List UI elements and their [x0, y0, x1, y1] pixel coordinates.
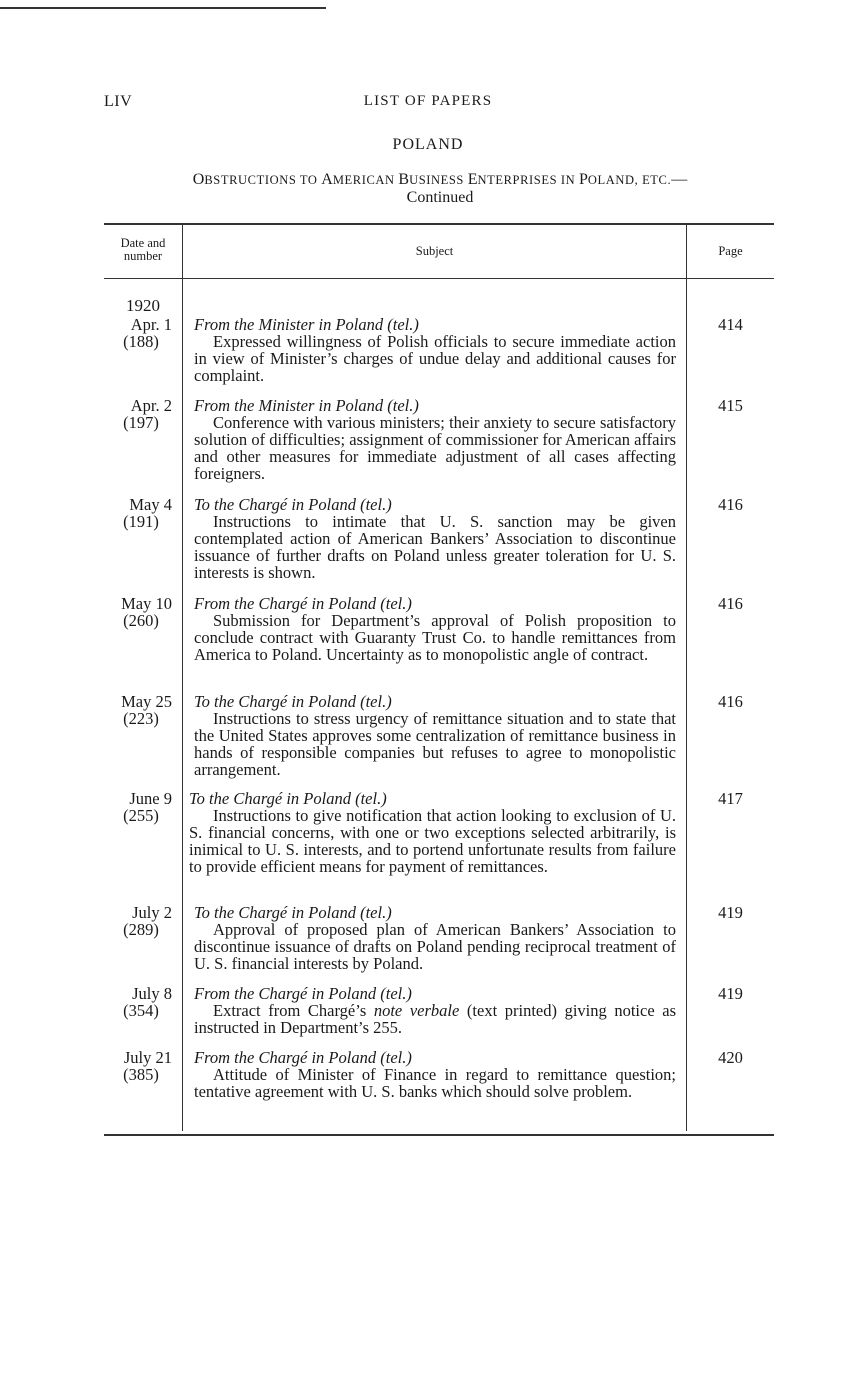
entry-number: (223)	[123, 709, 159, 728]
table-header-rule	[104, 278, 774, 279]
entry-subject	[189, 790, 676, 875]
entry-page: 416	[718, 692, 743, 711]
entry-summary: Expressed willingness of Polish officials to secure immediate action in view of Minister’s charges of undue delay and additional causes for complaint.	[194, 332, 676, 385]
entry-date: May 4	[129, 495, 172, 514]
page-number: LIV	[104, 93, 133, 110]
entry-number: (255)	[123, 806, 159, 825]
entry-heading: To the Chargé in Poland (tel.)	[194, 903, 392, 922]
section-title-word: BUSINESS	[398, 171, 468, 188]
entry-page: 416	[718, 594, 743, 613]
table-top-rule	[104, 223, 774, 225]
entry-summary: Attitude of Minister of Finance in regard to remittance question; tentative agreement with U. S. banks which should solve problem.	[194, 1065, 676, 1101]
entry-page: 419	[718, 903, 743, 922]
entry-subject	[194, 496, 676, 581]
entry-heading: From the Chargé in Poland (tel.)	[194, 1048, 412, 1067]
entry-number: (289)	[123, 920, 159, 939]
column-header-date	[104, 237, 182, 263]
entry-date: July 8	[132, 984, 172, 1003]
entry-subject	[194, 985, 676, 1036]
entry-heading: To the Chargé in Poland (tel.)	[194, 692, 392, 711]
entry-heading: From the Minister in Poland (tel.)	[194, 396, 419, 415]
entry-date: Apr. 2	[130, 396, 172, 415]
column-divider-date	[182, 224, 183, 1131]
section-title	[60, 171, 820, 206]
section-title-continued: Continued	[406, 189, 474, 206]
entry-subject	[194, 397, 676, 482]
section-title-line	[60, 171, 820, 189]
section-title-word: POLAND, ETC.	[578, 171, 672, 188]
entry-summary: Extract from Chargé’s note verbale (text printed) giving notice as instructed in Department’s 255.	[194, 1001, 676, 1037]
entry-subject	[194, 693, 676, 778]
entry-number: (385)	[123, 1065, 159, 1084]
top-edge-rule	[0, 7, 326, 9]
entry-page: 416	[718, 495, 743, 514]
entry-page: 414	[718, 315, 743, 334]
column-header-page: Page	[718, 244, 743, 258]
entry-heading: From the Minister in Poland (tel.)	[194, 315, 419, 334]
table-bottom-rule	[104, 1134, 774, 1136]
entry-heading: To the Chargé in Poland (tel.)	[194, 495, 392, 514]
entry-page: 417	[718, 789, 743, 808]
note-verbale-term: note verbale	[373, 1001, 460, 1020]
running-head: LIST OF PAPERS	[363, 93, 493, 109]
entry-summary: Conference with various ministers; their anxiety to secure satisfactory solution of difficulties; assignment of commissioner for American affairs and other measures for immediate adjustment of all cases affecting foreigners.	[194, 413, 676, 483]
entry-date: Apr. 1	[130, 315, 172, 334]
entry-number: (191)	[123, 512, 159, 531]
entry-subject	[194, 316, 676, 384]
entry-number: (260)	[123, 611, 159, 630]
year-label: 1920	[126, 296, 160, 315]
entry-summary: Approval of proposed plan of American Bankers’ Association to discontinue issuance of drafts on Poland pending reciprocal treatment of U. S. financial interests by Poland.	[194, 920, 676, 973]
entry-date: June 9	[129, 789, 172, 808]
column-header-date-line2: number	[123, 249, 163, 263]
entry-page: 420	[718, 1048, 743, 1067]
section-title-word: AMERICAN	[321, 171, 399, 188]
column-header-date-line1: Date and	[120, 236, 166, 250]
entry-date: July 21	[123, 1048, 172, 1067]
entry-summary: Instructions to intimate that U. S. sanction may be given contemplated action of American Bankers’ Association to discontinue issuance of further drafts on Poland unless greater toleration for U. S. interests is shown.	[194, 512, 676, 582]
entry-subject	[194, 1049, 676, 1100]
entry-page: 419	[718, 984, 743, 1003]
section-title-word: ENTERPRISES IN	[467, 171, 579, 188]
entry-number: (354)	[123, 1001, 159, 1020]
entry-heading: From the Chargé in Poland (tel.)	[194, 594, 412, 613]
entry-date: July 2	[132, 903, 172, 922]
section-title-dash: —	[671, 171, 688, 188]
entry-subject	[194, 904, 676, 972]
entry-page: 415	[718, 396, 743, 415]
section-title-word: OBSTRUCTIONS TO	[192, 171, 322, 188]
entry-heading: From the Chargé in Poland (tel.)	[194, 984, 412, 1003]
entry-number: (188)	[123, 332, 159, 351]
entry-summary: Instructions to stress urgency of remittance situation and to state that the United States approves some centralization of remittance business in hands of responsible companies but refuses to agree to monopolistic arrangement.	[194, 709, 676, 779]
entry-subject	[194, 595, 676, 663]
country-heading: POLAND	[392, 136, 464, 153]
entry-summary: Instructions to give notification that action looking to exclusion of U. S. financial concerns, with one or two exceptions selected arbitrarily, is inimical to U. S. interests, and to portend unfortunate results from failure to provide efficient means for payment of remittances.	[189, 806, 676, 876]
entry-number: (197)	[123, 413, 159, 432]
entry-summary: Submission for Department’s approval of Polish proposition to conclude contract with Guaranty Trust Co. to handle remittances from America to Poland. Uncertainty as to monopolistic angle of contract.	[194, 611, 676, 664]
column-header-subject: Subject	[415, 244, 454, 258]
entry-date: May 10	[121, 594, 172, 613]
entry-date: May 25	[121, 692, 172, 711]
entry-heading: To the Chargé in Poland (tel.)	[189, 789, 387, 808]
